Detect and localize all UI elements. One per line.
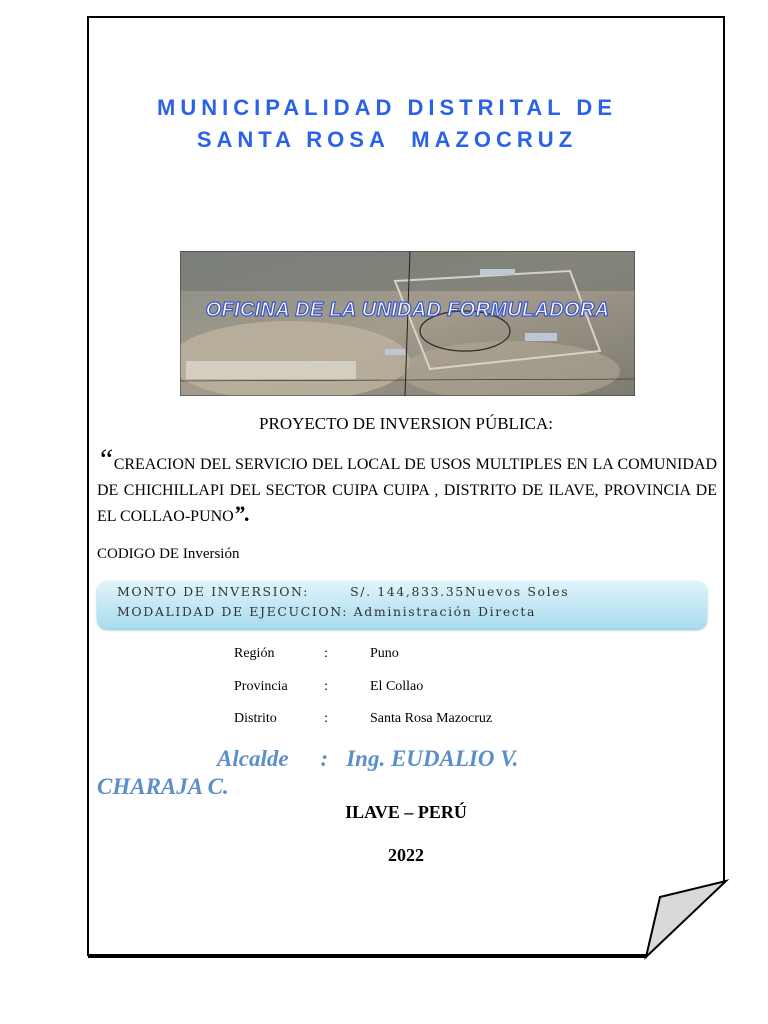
monto-value: S/. 144,833.35Nuevos Soles	[350, 584, 570, 599]
municipality-title	[87, 92, 687, 156]
project-heading: PROYECTO DE INVERSION PÚBLICA:	[259, 414, 553, 433]
info-value-provincia: El Collao	[370, 679, 424, 694]
info-value-distrito: Santa Rosa Mazocruz	[370, 711, 493, 726]
alcalde-name-part2: CHARAJA C.	[97, 774, 229, 799]
project-name-text: CREACION DEL SERVICIO DEL LOCAL DE USOS MULTIPLES EN LA COMUNIDAD DE CHICHILLAPI DEL SECTOR CUIPA CUIPA , DISTRITO DE ILAVE, PROVINCIA DE EL COLLAO-PUNO	[97, 456, 717, 525]
title-line-2: SANTA ROSA MAZOCRUZ	[196, 127, 578, 152]
monto-line-1	[117, 584, 569, 599]
close-quote: ”.	[233, 501, 251, 526]
codigo-inversion: CODIGO DE Inversión	[97, 546, 240, 562]
info-value-region: Puno	[370, 646, 399, 661]
info-label-distrito: Distrito	[234, 711, 277, 726]
alcalde-sep: :	[320, 746, 329, 771]
info-label-region: Región	[234, 646, 275, 661]
title-line-1: MUNICIPALIDAD DISTRITAL DE	[157, 95, 617, 120]
alcalde-block	[97, 745, 657, 801]
aerial-photo-banner	[180, 251, 635, 396]
open-quote: “	[97, 443, 114, 476]
modalidad-line: MODALIDAD DE EJECUCION: Administración Directa	[117, 604, 537, 619]
info-sep-provincia: :	[324, 679, 328, 694]
aerial-photo-image	[180, 251, 635, 396]
city-country: ILAVE – PERÚ	[345, 802, 467, 822]
banner-title: OFICINA DE LA UNIDAD FORMULADORA	[205, 299, 610, 321]
document-year: 2022	[388, 845, 424, 865]
project-name	[97, 443, 717, 530]
monto-label: MONTO DE INVERSION:	[117, 584, 309, 599]
info-label-provincia: Provincia	[234, 679, 288, 694]
monto-box	[97, 581, 707, 629]
info-sep-region: :	[324, 646, 328, 661]
info-sep-distrito: :	[324, 711, 328, 726]
alcalde-label: Alcalde	[217, 746, 289, 771]
alcalde-name-part1: Ing. EUDALIO V.	[346, 746, 519, 771]
